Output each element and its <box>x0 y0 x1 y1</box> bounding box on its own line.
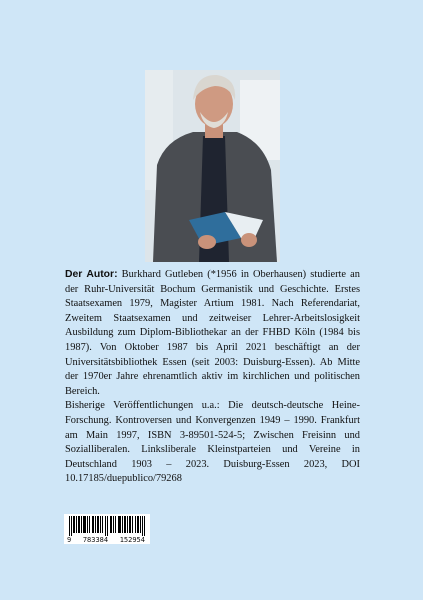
barcode-digits <box>67 536 147 544</box>
barcode-digit-group-2: 152954 <box>119 536 145 544</box>
author-photo <box>145 70 280 262</box>
publications-text: Bisherige Veröffentlichungen u.a.: Die deutsch-deutsche Heine-Forschung. Kontroversen und Konvergenzen 1949 – 1990. Frankfurt am Main 1997, ISBN 3-89501-524-5; Zwischen Freisinn und Sozialliberalen. Linksliberale Kleinstparteien und Vereine in Deutschland 1903 – 2023. Duisburg-Essen 2023, DOI 10.17185/duepublico/79268 <box>65 400 360 485</box>
barcode-digit-group-1: 783384 <box>82 536 109 544</box>
bio-text: Burkhard Gutleben (*1956 in Oberhausen) studierte an der Ruhr-Universität Bochum Germanistik und Geschichte. Erstes Staatsexamen 1979, Magister Artium 1981. Nach Referendariat, Zweitem Staatsexamen und zeitweiser Lehrer-Arbeitslosigkeit Ausbildung zum Diplom-Bibliothekar an der FHBD Köln (1984 bis 1987). Von Oktober 1987 bis April 2021 beschäftigt an der Universitätsbibliothek Essen (seit 2003: Duisburg-Essen). Ab Mitte der 1970er Jahre ehrenamtlich aktiv im kirchlichen und politischen Bereich. <box>65 269 360 397</box>
barcode-bars <box>67 516 147 536</box>
isbn-barcode <box>64 514 150 544</box>
author-label: Der Autor: <box>65 269 118 280</box>
bio-paragraph <box>65 268 360 399</box>
author-bio <box>65 268 360 487</box>
barcode-digit-prefix: 9 <box>67 536 72 544</box>
